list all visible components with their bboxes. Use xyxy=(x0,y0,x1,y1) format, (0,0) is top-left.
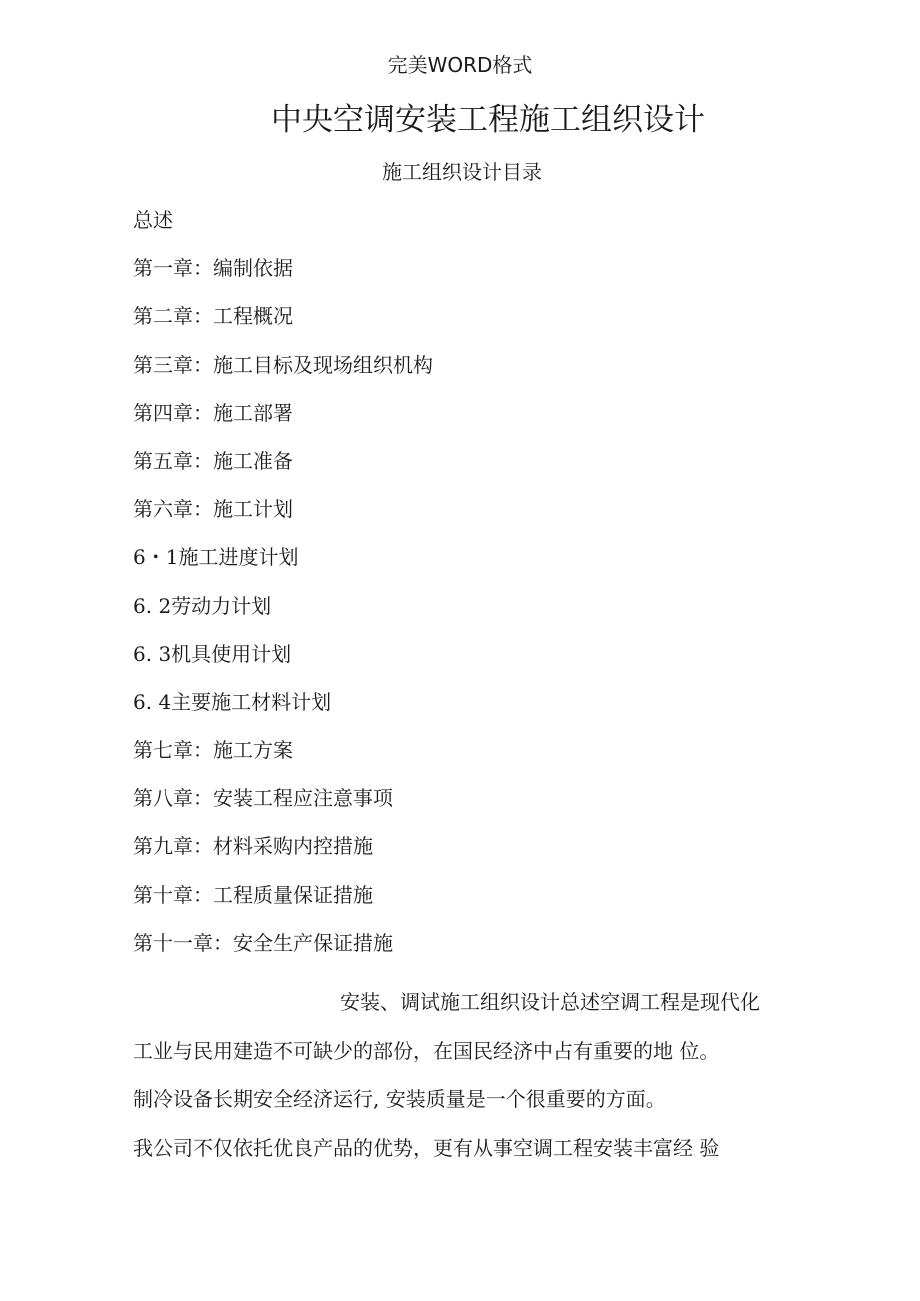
toc-item-chapter-3: 第三章：施工目标及现场组织机构 xyxy=(133,352,433,377)
body-paragraph-line: 我公司不仅依托优良产品的优势，更有从事空调工程安装丰富经 验 xyxy=(133,1135,720,1160)
toc-item-chapter-11: 第十一章：安全生产保证措施 xyxy=(133,930,393,955)
document-title: 中央空调安装工程施工组织设计 xyxy=(271,102,705,138)
toc-item-chapter-1: 第一章：编制依据 xyxy=(133,256,293,281)
toc-item-chapter-4: 第四章：施工部署 xyxy=(133,400,293,425)
body-paragraph-line: 安装、调试施工组织设计总述空调工程是现代化 xyxy=(340,990,760,1014)
table-of-contents xyxy=(133,206,433,977)
toc-item-section-6-1: 6・1施工进度计划 xyxy=(133,545,299,570)
toc-item-section-6-4: 6. 4主要施工材料计划 xyxy=(133,689,332,714)
toc-item-chapter-7: 第七章：施工方案 xyxy=(133,738,293,763)
toc-item-chapter-5: 第五章：施工准备 xyxy=(133,448,293,473)
toc-item-chapter-2: 第二章：工程概况 xyxy=(133,304,293,329)
overview-body xyxy=(133,978,793,1172)
page-header: 完美WORD格式 xyxy=(387,53,533,77)
toc-item-section-6-3: 6. 3机具使用计划 xyxy=(133,641,292,666)
toc-item-chapter-8: 第八章：安装工程应注意事项 xyxy=(133,786,393,811)
body-paragraph-line: 工业与民用建造不可缺少的部份，在国民经济中占有重要的地 位。 xyxy=(133,1038,720,1063)
body-paragraph-line: 制冷设备长期安全经济运行, 安装质量是一个很重要的方面。 xyxy=(133,1087,666,1111)
toc-item-chapter-9: 第九章：材料采购内控措施 xyxy=(133,834,373,859)
toc-item-overview: 总述 xyxy=(133,208,173,232)
toc-heading: 施工组织设计目录 xyxy=(382,160,542,184)
toc-item-section-6-2: 6. 2劳动力计划 xyxy=(133,593,272,618)
toc-item-chapter-6: 第六章：施工计划 xyxy=(133,497,293,522)
toc-item-chapter-10: 第十章：工程质量保证措施 xyxy=(133,882,373,907)
